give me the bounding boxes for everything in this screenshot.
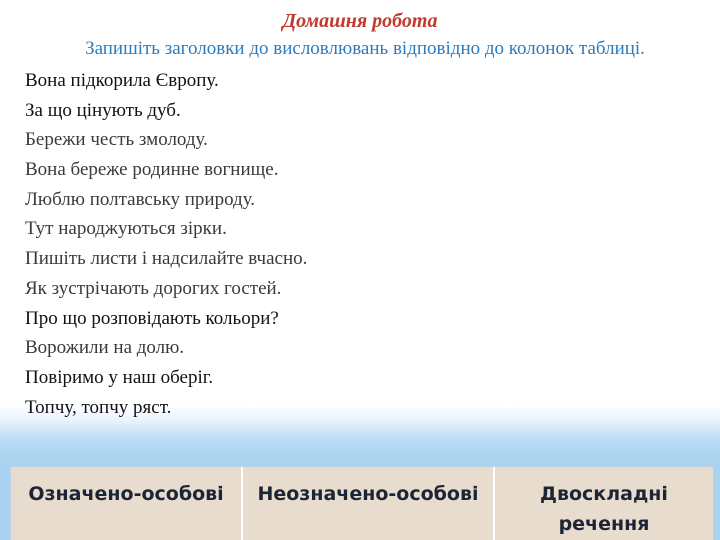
- sentence-item: Ворожили на долю.: [25, 337, 185, 359]
- sentence-item: Повіримо у наш оберіг.: [25, 366, 214, 388]
- classification-table: [10, 466, 714, 540]
- table-header-definite-personal: [11, 467, 243, 540]
- sentence-item: Люблю полтавську природу.: [25, 188, 256, 210]
- sentence-item: Вона підкорила Європу.: [25, 70, 219, 91]
- page-title: Домашня робота: [282, 10, 438, 32]
- table-header-two-part-sentences: [495, 467, 713, 540]
- table-header-indefinite-personal: [243, 467, 495, 540]
- sentence-item: Вона береже родинне вогнище.: [25, 159, 279, 181]
- sentence-item: Бережи честь змолоду.: [25, 129, 208, 151]
- sentence-item: Пишіть листи і надсилайте вчасно.: [25, 248, 308, 270]
- sentence-item: Про що розповідають кольори?: [25, 307, 279, 329]
- sentence-item: За що цінують дуб.: [25, 99, 181, 121]
- table-header-label: Неозначено-особові: [257, 483, 479, 505]
- sentence-list: [25, 66, 307, 422]
- table-header-label: Означено-особові: [28, 483, 224, 505]
- sentence-item: Топчу, топчу ряст.: [25, 396, 172, 418]
- sentence-item: Тут народжуються зірки.: [25, 218, 227, 240]
- table-header-label: Двоскладні речення: [540, 483, 668, 535]
- sentence-item: Як зустрічають дорогих гостей.: [25, 277, 282, 299]
- task-instruction: Запишіть заголовки до висловлювань відповідно до колонок таблиці.: [85, 38, 645, 59]
